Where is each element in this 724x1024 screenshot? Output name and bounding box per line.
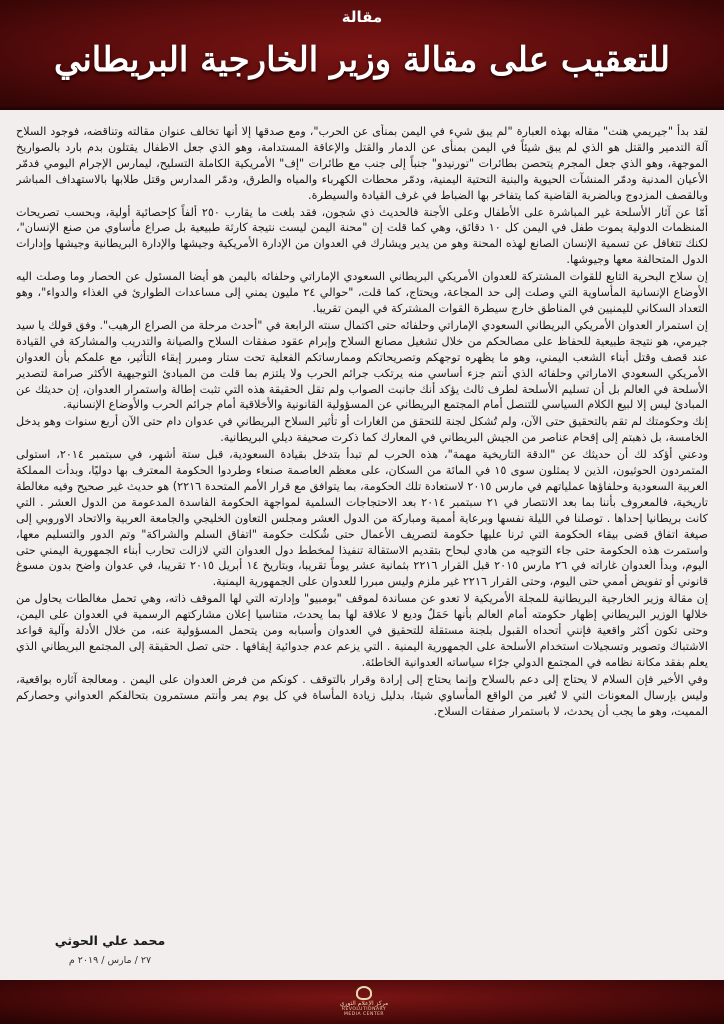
emblem-icon [353, 986, 375, 1000]
paragraph-1: لقد بدأ "جيريمي هنت" مقاله بهذه العبارة "لم يبق شيء في اليمن بمنأى عن الحرب"، ومع صدقها إلا أنها تخالف عنوان مقالته وتناقضه، فوجود السلاح آلة التدمير والقتل هو الذي لم يبق شيئاً في اليمن بمنأى عن الدمار والقتل والإعاقة المستدامة، وهو الذي جعل الاطفال يقتلون بدم بارد بالصواريخ الموجهة، وهو الذي جعل المجرم يتحصن بطائرات "تورنيدو" جنباً إلى جنب مع طائرات "إف" الأمريكية الكاملة التسليح، ليمارس الإجرام اليومي فدمّر الأعيان المدنية ودمّر المنشآت الحيوية والبنية التحتية اليمنية، ودمّر محطات الكهرباء والمياه والطرق، ودمّر المدارس وقتل طلابها بالاستهداف المباشر وبالقصف المزدوج وبالضربة القاضية كما يتفاخر بها الضباط في غرف القيادة والسيطرة. [16, 125, 708, 202]
author-signature: محمد علي الحوثي [54, 933, 166, 948]
logo-text: مركز الإعلام الثوري [339, 1000, 389, 1007]
paragraph-4: إن استمرار العدوان الأمريكي البريطاني السعودي الإماراتي وحلفائه حتى اكتمال سنته الرابعة في "أحدث مرحلة من الصراع الرهيب". وفق قولك يا سيد جيرمي، هو نتيجة طبيعية للحفاظ على مصالحكم من خلال تشغيل مصانع السلاح وإبرام عقود صفقات السلاح والصيانة والتدريب والمشاركة في القيادة عند قصف وقتل أبناء الشعب اليمني، وهو ما يظهره توجهكم وتصريحاتكم وممارساتكم الفعلية تحت ستار ومبرر إبقاء التأثير، مع علمكم بأن العدوان الأمريكي السعودي الاماراتي وحلفائه الذي أنتم جزء أساسي منه يرتكب جرائم الحرب ولا يلتزم بما قلت من المبادئ التوجيهية الأكثر صرامة لتصدير الأسلحة في العالم بل أن تسليم الأسلحة لطرف ثالث يؤكد أنك جانبت الصواب ولم تقل الحقيقة هذه التي تثبت إطالة واستمرار العدوان، إن حديثك عن المبادئ ليس إلا لبيع الكلام السياسي للتنصل أمام المجتمع البريطاني عن المسؤولية القانونية والأخلاقية أمام جرائم الحرب والأوضاع الإنسانية. [16, 318, 708, 412]
paragraph-5: إنك وحكومتك لم تقم بالتحقيق حتى الآن، ولم تُشكل لجنة للتحقق من الغارات أو تأثير السلاح البريطاني في عدوان دام حتى الآن أربع سنوات وهو يدخل الخامسة، بل ذهبتم إلى إقحام عناصر من الجيش البريطاني في المعارك كما ذكرت صحيفة ديلي البريطانية. [16, 415, 708, 445]
paragraph-3: إن سلاح البحرية التابع للقوات المشتركة للعدوان الأمريكي البريطاني السعودي الإماراتي وحلفائه باليمن هو أيضا المسئول عن الحصار وما وصلت اليه الأوضاع الإنسانية المأساوية التي وصلت إلى حد المجاعة، ويحتاج، كما قلت، "حوالي ٢٤ مليون يمني إلى مساعدات الطوارئ في الغذاء والدواء"، وهو التعداد السكاني لليمنيين في المناطق خارج سيطرة القوات المشتركة في اليمن تقريبا. [16, 270, 708, 315]
paragraph-8: وفي الأخير فإن السلام لا يحتاج إلى دعم بالسلاح وإنما يحتاج إلى إرادة وقرار بالتوقف . كونكم من فرض العدوان على اليمن . ومعالجة آثاره بواقعية، وليس بإرسال المعونات التي لا تُغير من الواقع المأساوي شيئا، بدليل زيادة المأساة في كل يوم يمر وأنتم مستمرون بتحالفكم العدواني وحصاركم المميت، وهو ما يجب أن يحدث، لا باستمرار صفقات السلاح. [16, 672, 708, 718]
article-kicker: مقالة [341, 8, 383, 26]
paragraph-2: أمّا عن آثار الأسلحة غير المباشرة على الأطفال وعلى الأجنة فالحديث ذي شجون، فقد بلغت ما يقارب ٢٥٠ ألفاً كإحصائية أولية، وبحسب تصريحات المنظمات الدولية يموت طفل في اليمن كل ١٠ دقائق، وهي كما قلت إن "محنة اليمن ليست نتيجة كارثة طبيعية بل صراع مأساوي من صنع الإنسان"، لكنك تتغافل عن تسمية الإنسان الصانع لهذه المحنة وهو من يدير ويشارك في العدوان من الإدارة الأمريكية وجيشها والإدارة البريطانية وجيشها وإدارات الدول المتحالفة معها وجيوشها. [16, 205, 708, 267]
media-center-logo [334, 986, 394, 1020]
article-title: للتعقيب على مقالة وزير الخارجية البريطاني [54, 40, 670, 80]
header-banner [0, 0, 724, 110]
paragraph-6: ودعني أؤكد لك أن حديثك عن "الدقة التاريخية مهمة"، هذه الحرب لم تبدأ بتدخل بقيادة السعودية، قبل ستة أشهر، في سبتمبر ٢٠١٤، استولى المتمردون الحوثيون، الذين لا يمثلون سوى ١٥ في المائة من السكان، على معظم العاصمة صنعاء وطردوا الحكومة المعترف بها دوليًا، وبدأت المملكة العربية السعودية وحلفاؤها عملياتهم في مارس ٢٠١٥ لاستعادة تلك الحكومة، بما يتوافق مع قرار الأمم المتحدة ٢٢١٦) هو حديث غير صحيح وفيه مغالطة تاريخية، فالمعروف بأننا بما بعد الانتصار في ٢١ سبتمبر ٢٠١٤ بعد الاحتجاجات السلمية لمواجهة الحكومة الفاسدة المدعومة من الدول العشر . التي كانت بريطانيا إحداها . توصلنا في الليلة نفسها وبرعاية أممية ومباركة من الدول العشر ومجلس التعاون الخليجي والجامعة العربية والاتحاد الاوروبي إلى صيغة اتفاق قضى بيقاء الحكومة التي ثرنا عليها حكومة لتصريف الأعمال حتى شُكلت حكومة "اتفاق السلم والشراكة" وتم الدور والتسليم معها، واستمرت هذه الحكومة حتى جاء التوجيه من هادي لبحاح بتقديم الاستقالة تنفيذا لمخطط دول العدوان التي لازالت تحارب أبناء الجمهورية اليمني حتى اليوم، وبدأ العدوان غاراته في ٢٦ مارس ٢٠١٥ قبل القرار ٢٢١٦ بثمانية عشر يوماً تقريبا، وبتاريخ ١٤ أبريل ٢٠١٥ تقريبا، في عدوان واضح بدون مسوغ قانوني أو تفويض أممي حتى اليوم، وحتى القرار ٢٢١٦ غير ملزم وليس مبررا للعدوان على الجمهورية اليمنية. [16, 448, 708, 589]
article-date: ٢٧ / مارس / ٢٠١٩ م [68, 955, 152, 966]
article-body [16, 124, 708, 910]
logo-subtext: REVOLUTIONARY MEDIA CENTER [341, 1007, 387, 1017]
paragraph-7: إن مقالة وزير الخارجية البريطانية للمجلة الأمريكية لا تعدو عن مساندة لموقف "بومبيو" وإدارته التي لها الموقف ذاته، وهي تحمل مغالطات يحاول من خلالها الوزير البريطاني إظهار حكومته أمام العالم بأنها حَمَلٌ وديع لا علاقة لها بما يحدث، متناسيا إعلان مشاركتهم الرسمية في العدوان على اليمن، وحتى تكون أكثر واقعية فإنني أتحداه القبول بلجنة مستقلة للتحقيق في العدوان وأسبابه ومن يتحمل المسؤولية عنه، من خلال الأدلة وآلية قواعد الاشتباك وتصوير وتسجيلات استخدام الأسلحة على الجمهورية اليمنية . التي يزعم عدم جدوائية إيقافها . حتى تصل الحقيقة إلى المجتمع البريطاني الذي يعلم بفقد مكانة نظامه في المجتمع الدولي جرّاء سياساته العدوانية الخاطئة. [16, 592, 708, 669]
